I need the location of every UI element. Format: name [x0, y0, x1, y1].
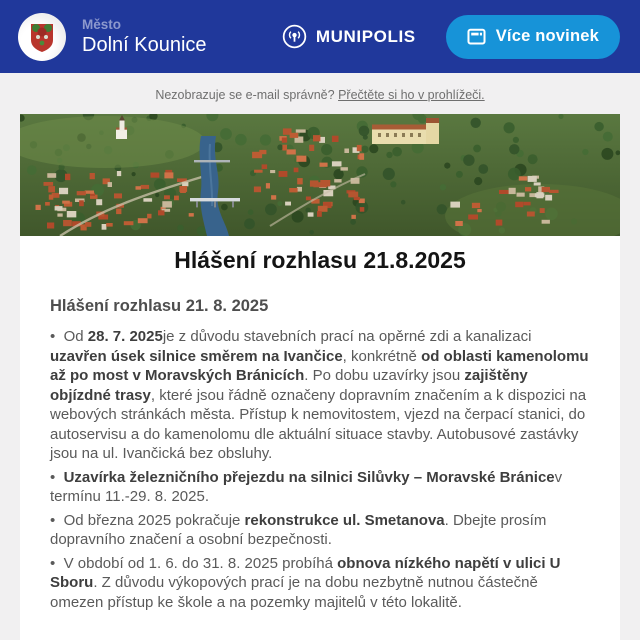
email-body-card: [20, 114, 620, 640]
view-in-browser-link[interactable]: Přečtěte si ho v prohlížeči.: [338, 88, 485, 102]
text-segment: , konkrétně: [342, 347, 422, 365]
article-paragraphs: [50, 327, 590, 612]
text-segment: Uzavírka železničního přejezdu na silnici Silůvky – Moravské Bránice: [63, 468, 555, 486]
more-news-button[interactable]: [446, 15, 620, 59]
town-brand[interactable]: [18, 13, 207, 61]
text-segment: v termínu 11.-29. 8. 2025.: [50, 468, 563, 505]
broadcast-icon: [282, 24, 307, 49]
text-segment: . Dbejte prosím dopravního značení a osobní bezpečnosti.: [50, 511, 547, 548]
more-news-label: Více novinek: [495, 27, 599, 45]
munipolis-label: MUNIPOLIS: [315, 26, 416, 46]
text-segment: od oblasti kamenolomu až po most v Moravských Bránicích: [50, 347, 589, 384]
text-segment: . Po dobu uzavírky jsou: [304, 367, 465, 384]
org-type-label: Město: [82, 17, 122, 32]
text-segment: uzavřen úsek silnice směrem na Ivančice: [50, 347, 343, 365]
town-logo: [18, 13, 66, 61]
text-segment: rekonstrukce ul. Smetanova: [244, 511, 445, 529]
brand-text: [82, 16, 207, 57]
bulleted-paragraph: [50, 327, 590, 464]
text-segment: . Z důvodu výkopových prací je na dobu nezbytně nutnou částečně omezen přístup ke škole a na pozemky majitelů v této lokalitě.: [50, 574, 538, 611]
bulleted-paragraph: [50, 468, 590, 507]
text-segment: • Od: [50, 328, 88, 345]
preheader: [0, 73, 640, 114]
town-photo: [20, 114, 620, 236]
munipolis-logo[interactable]: [282, 24, 416, 49]
town-crest-icon: [27, 20, 57, 54]
text-segment: •: [50, 468, 64, 486]
text-segment: obnova nízkého napětí v ulici U Sboru: [50, 554, 561, 591]
text-segment: 28. 7. 2025: [87, 328, 163, 345]
text-segment: • Od března 2025 pokračuje: [50, 511, 245, 529]
article-content: [20, 236, 620, 640]
article-subtitle: Hlášení rozhlasu 21. 8. 2025: [50, 297, 269, 315]
town-photo-graphic: [20, 114, 620, 236]
text-segment: • V období od 1. 6. do 31. 8. 2025 probíhá: [50, 554, 338, 572]
article-title: Hlášení rozhlasu 21.8.2025: [174, 247, 466, 273]
text-segment: je z důvodu stavebních prací na opěrné zdi a kanalizaci: [162, 328, 532, 345]
newspaper-icon: [467, 27, 486, 46]
bulleted-paragraph: [50, 554, 590, 613]
bulleted-paragraph: [50, 511, 590, 550]
org-name-label: Dolní Kounice: [82, 34, 207, 56]
view-in-browser-question: Nezobrazuje se e-mail správně?: [155, 88, 335, 102]
header-bar: [0, 0, 640, 73]
text-segment: zajištěny objízdné trasy: [50, 367, 528, 404]
text-segment: , které jsou řádně označeny dopravním značením a k dispozici na webových stránkách města. Přístup k nemovitostem, vjezd na čerpací stanici, do autoservisu a do kamenolomu dle aktuální situace stavby. Autobusové zastávky jsou na ul. Ivančická bez obsluhy.: [50, 386, 587, 462]
